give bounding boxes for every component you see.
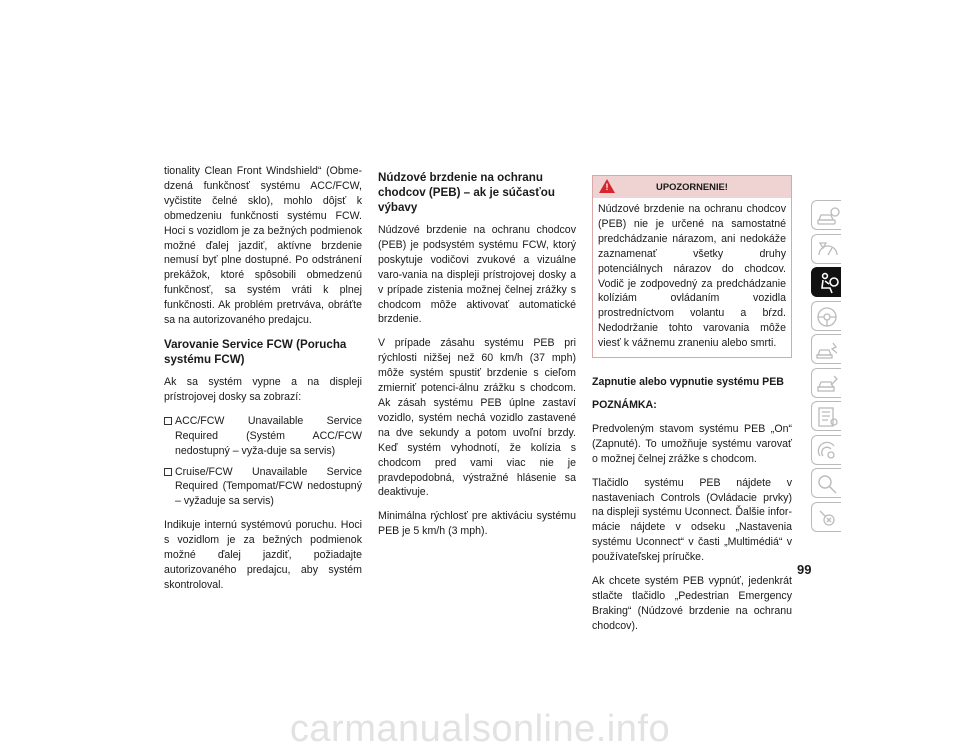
column-3 <box>592 175 792 643</box>
note-title: POZNÁMKA: <box>592 398 657 411</box>
multimedia-icon <box>816 440 840 462</box>
section-heading: Varovanie Service FCW (Porucha systému FCW) <box>164 337 347 366</box>
section-heading: Zapnutie alebo vypnutie systému PEB <box>592 376 784 389</box>
watermark: carmanualsonline.info <box>289 708 671 750</box>
column-1 <box>164 164 362 602</box>
tab-maintenance-list[interactable] <box>811 401 841 431</box>
car-info-icon <box>816 205 840 227</box>
tab-multimedia[interactable] <box>811 435 841 465</box>
car-crash-icon <box>816 339 840 361</box>
page-number: 99 <box>797 562 812 577</box>
index-icon <box>816 507 840 529</box>
paragraph: Indikuje internú systémovú poruchu. Hoci s vozidlom je za bežných podmienok možné ďalej jazdiť, požiadajte autorizovaného predajcu, aby systém skontroloval. <box>164 519 362 591</box>
warning-box <box>592 175 792 358</box>
tab-steering-wheel[interactable] <box>811 301 841 331</box>
warning-header <box>593 176 791 198</box>
paragraph: Ak sa systém vypne a na displeji prístrojovej dosky sa zobrazí: <box>164 375 362 403</box>
tab-index[interactable] <box>811 502 841 532</box>
maintenance-list-icon <box>816 406 840 428</box>
tab-car-info[interactable] <box>811 200 841 230</box>
list-item: ACC/FCW Unavailable Service Required (Systém ACC/FCW nedostupný – vyža-duje sa servis) <box>164 414 362 459</box>
list-item: Cruise/FCW Unavailable Service Required (Tempomat/FCW nedostupný – vyžaduje sa servis) <box>164 465 362 510</box>
note-body: Predvoleným stavom systému PEB „On“ (Zapnuté). To umožňuje systému varovať o možnej čelnej zrážke s chodcom. <box>592 422 792 465</box>
chapter-tabs <box>811 200 841 535</box>
column-2 <box>378 170 576 548</box>
paragraph: Ak chcete systém PEB vypnúť, jedenkrát stlačte tlačidlo „Pedestrian Emergency Braking“ (Núdzové brzdenie na ochranu chodcov). <box>592 575 792 632</box>
dashboard-warning-icon <box>816 239 840 261</box>
paragraph: Tlačidlo systému PEB nájdete v nastaveniach Controls (Ovládacie prvky) na displeji systému Uconnect. Ďalšie infor-mácie nájdete v odseku „Nastavenia systému Uconnect“ v časti „Multimédiá“ v používateľskej príručke. <box>592 476 792 564</box>
car-service-icon <box>816 373 840 395</box>
bullet-list <box>164 414 362 509</box>
tab-dashboard-warning[interactable] <box>811 234 841 264</box>
paragraph: Núdzové brzdenie na ochranu chodcov (PEB) je podsystém systému FCW, ktorý poskytuje vodičovi zvukové a vizuálne varo-vania na displeji prístrojovej dosky a v prípade zistenia možnej čelnej zrážky s chodcom môže aktivovať automatické brzdenie. <box>378 224 576 326</box>
search-icon <box>816 473 840 495</box>
airbag-seat-icon <box>816 272 840 294</box>
paragraph: tionality Clean Front Windshield“ (Obme-dzená funkčnosť systému ACC/FCW, vyčistite čelné sklo), mohlo dôjsť k obmedzeniu funkčnosti systému FCW. Hoci s vozidlom je za bežných podmienok možné ďalej jazdiť, aktívne brzdenie nemusí byť plne dostupné. Po odstránení prekážok, ktoré spôsobili obmedzenú funkčnosť, sa systém vráti k plnej funkčnosti. Ak problém pretrváva, obráťte sa na autorizovaného predajcu. <box>164 165 362 327</box>
paragraph: Minimálna rýchlosť pre aktiváciu systému PEB je 5 km/h (3 mph). <box>378 510 576 538</box>
warning-title: UPOZORNENIE! <box>656 181 728 192</box>
tab-car-crash[interactable] <box>811 334 841 364</box>
paragraph: V prípade zásahu systému PEB pri rýchlosti nižšej než 60 km/h (37 mph) môže systém spustiť brzdenie s cieľom zmierniť potenci-álnu zrážku s chodcom. Ak zásah systému PEB úplne zastaví vozidlo, systém nechá vozidlo zastavené na dve sekundy a potom uvoľní brzdy. Keď systém vyhodnotí, že kolízia s chodcom pred vami viac nie je pravdepodobná, výstražné hlásenie sa deaktivuje. <box>378 337 576 499</box>
tab-airbag-seat[interactable] <box>811 267 841 297</box>
warning-body: Núdzové brzdenie na ochranu chodcov (PEB) nie je určené na samostatné predchádzanie nárazom, ani nedokáže zaznamenať všetky druhy potenciálnych nárazov do chodcov. Vodič je zodpovedný za predchádzanie kolíziám ovládaním vozidla prostredníctvom volantu a bŕzd. Nedodržanie tohto varovania môže viesť k vážnemu zraneniu alebo smrti. <box>598 203 786 350</box>
section-heading: Núdzové brzdenie na ochranu chodcov (PEB) – ak je súčasťou výbavy <box>378 171 555 214</box>
tab-search[interactable] <box>811 468 841 498</box>
steering-wheel-icon <box>816 306 840 328</box>
tab-car-service[interactable] <box>811 368 841 398</box>
warning-triangle-icon: ! <box>599 179 615 193</box>
